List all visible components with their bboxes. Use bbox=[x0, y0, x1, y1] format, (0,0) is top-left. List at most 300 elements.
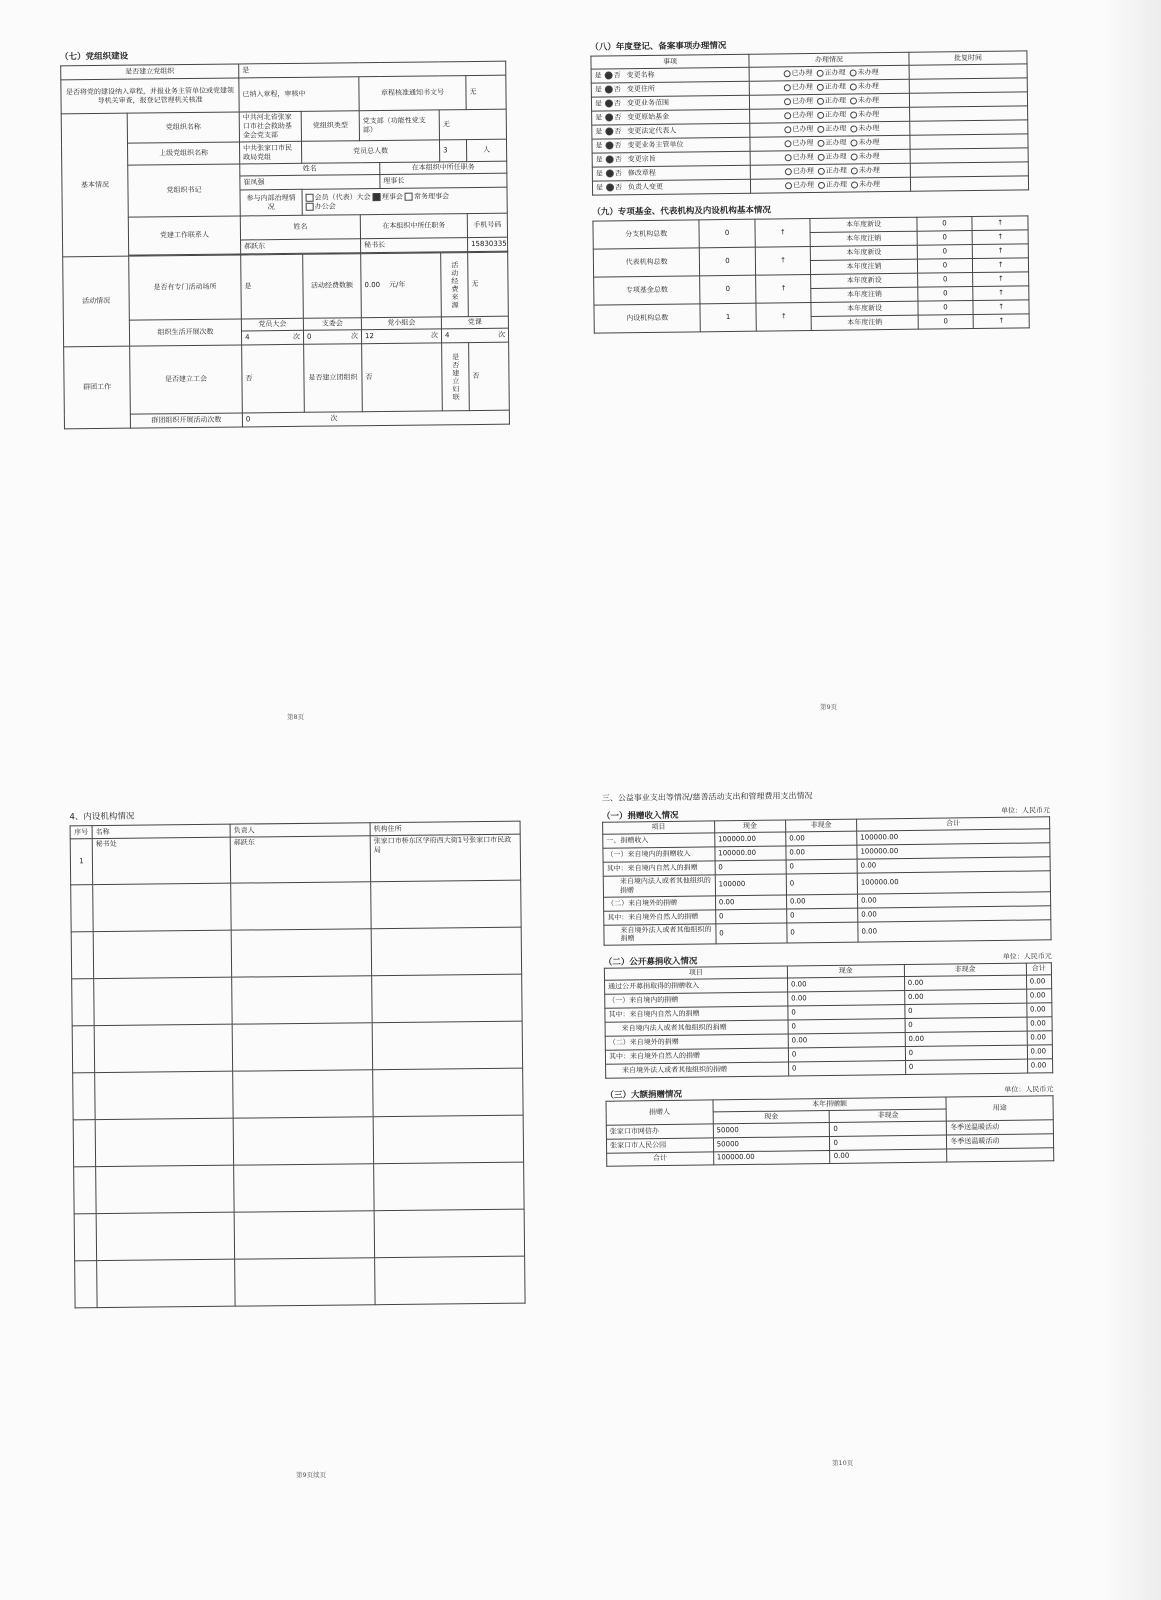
empty-cell bbox=[95, 1071, 233, 1119]
secretary-label: 党组织书记 bbox=[128, 164, 241, 217]
empty-cell bbox=[97, 1259, 235, 1307]
s1-col-cash: 现金 bbox=[714, 820, 785, 833]
page-number-8: 第8页 bbox=[287, 713, 305, 721]
public-donation-label: 来自境外法人或者其他组织的捐赠 bbox=[606, 1062, 789, 1078]
registration-time-cell bbox=[910, 106, 1028, 121]
donation-noncash: 0 bbox=[787, 908, 858, 923]
m4-label: 党课 bbox=[441, 316, 508, 329]
branch-type-label: 代表机构总数 bbox=[593, 248, 700, 277]
registration-time-cell bbox=[910, 162, 1028, 177]
checkbox-icon bbox=[306, 202, 314, 210]
branch-type-label: 内设机构总数 bbox=[594, 304, 701, 333]
radio-icon bbox=[817, 125, 824, 132]
party-type-extra: 无 bbox=[439, 109, 506, 140]
count-value: 0 bbox=[917, 287, 973, 302]
s3-total-non: 0.00 bbox=[830, 1149, 947, 1163]
empty-cell bbox=[74, 1214, 96, 1261]
registration-time-cell bbox=[909, 92, 1027, 107]
union-value: 否 bbox=[242, 344, 305, 413]
no-label: 否 bbox=[613, 99, 622, 108]
s3-col-donor: 捐赠人 bbox=[606, 1100, 713, 1125]
status-option-label: 正办理 bbox=[824, 96, 847, 105]
col-item: 事项 bbox=[591, 54, 749, 69]
section-title-expense: 三、公益事业支出等情况/慈善活动支出和管理费用支出情况 bbox=[601, 791, 813, 803]
empty-cell bbox=[73, 1120, 95, 1167]
empty-cell bbox=[232, 1023, 372, 1071]
registration-time-cell bbox=[910, 120, 1028, 135]
established-value: 是 bbox=[239, 61, 506, 78]
charter-label: 是否将党的建设纳入章程，并报业务主管单位或党建领导机关审查，报登记管理机关核准 bbox=[61, 78, 239, 114]
yes-label: 是 bbox=[595, 155, 603, 164]
no-label: 否 bbox=[613, 71, 621, 80]
radio-icon bbox=[784, 112, 791, 119]
no-label: 否 bbox=[614, 183, 623, 192]
funds-value-cell bbox=[361, 253, 442, 318]
registration-item-label: 变更业务范围 bbox=[626, 98, 670, 108]
empty-row bbox=[75, 1256, 525, 1308]
registration-time-cell bbox=[909, 78, 1027, 93]
donation-row bbox=[604, 919, 1051, 945]
row-no: 1 bbox=[70, 839, 92, 885]
yes-label: 是 bbox=[594, 99, 603, 108]
radio-icon bbox=[851, 181, 858, 188]
donation-noncash: 0.00 bbox=[786, 894, 857, 909]
yes-label: 是 bbox=[594, 85, 602, 94]
large-donation-table bbox=[605, 1095, 1054, 1166]
public-donation-total: 0.00 bbox=[1027, 1017, 1053, 1031]
empty-cell bbox=[375, 1256, 525, 1305]
status-option-label: 正办理 bbox=[825, 110, 847, 119]
status-option-label: 未办理 bbox=[858, 110, 880, 119]
empty-cell bbox=[93, 930, 231, 978]
page-number-9: 第9页 bbox=[820, 703, 838, 711]
yes-label: 是 bbox=[594, 71, 602, 80]
activity-label: 活动情况 bbox=[63, 256, 130, 347]
members-label: 党员总人数 bbox=[301, 140, 439, 163]
cancel-label: 本年度注销 bbox=[811, 287, 917, 302]
donation-total: 0.00 bbox=[857, 857, 1050, 873]
m1-value: 4 bbox=[245, 333, 250, 342]
empty-cell bbox=[94, 1024, 232, 1072]
public-donation-cash: 0.00 bbox=[788, 991, 905, 1006]
mass-act-value: 0 bbox=[245, 415, 251, 424]
donation-table bbox=[602, 816, 1051, 945]
branch-type-value: 0 bbox=[700, 275, 756, 304]
donation-cash: 0.00 bbox=[715, 895, 786, 910]
donation-cash: 0 bbox=[716, 923, 787, 944]
donation-label: （一）来自境内的捐赠收入 bbox=[603, 847, 715, 862]
status-option-label: 已办理 bbox=[792, 139, 814, 148]
youth-label: 是否建立团组织 bbox=[304, 344, 363, 413]
arrow-icon: ↑ bbox=[972, 230, 1028, 245]
col-addr: 机构住所 bbox=[370, 821, 520, 836]
funds-value: 0.00 bbox=[364, 281, 381, 290]
public-donation-noncash: 0.00 bbox=[904, 975, 1026, 990]
arrow-icon: ↑ bbox=[755, 246, 811, 275]
radio-icon bbox=[817, 97, 824, 104]
s2-col-total: 合计 bbox=[1026, 963, 1052, 975]
radio-icon bbox=[817, 83, 824, 90]
status-option-label: 已办理 bbox=[792, 153, 814, 162]
status-option-label: 正办理 bbox=[825, 138, 847, 147]
s3-total-use bbox=[947, 1147, 1054, 1161]
empty-cell bbox=[71, 885, 93, 932]
governance-opt4: 办公会 bbox=[314, 201, 336, 211]
no-label: 否 bbox=[614, 155, 622, 164]
s1-col-noncash: 非现金 bbox=[785, 819, 856, 832]
donor-use: 冬季送温暖活动 bbox=[947, 1119, 1054, 1134]
public-donation-noncash: 0 bbox=[905, 1059, 1027, 1074]
registration-item-label: 变更原始基金 bbox=[627, 112, 670, 122]
donor-name: 张家口市网信办 bbox=[606, 1123, 713, 1138]
branch-type-value: 0 bbox=[699, 219, 755, 248]
radio-icon bbox=[817, 69, 824, 76]
donor-cash: 50000 bbox=[713, 1122, 830, 1137]
s2-col-item: 项目 bbox=[604, 966, 787, 980]
donor-cash: 50000 bbox=[713, 1136, 830, 1151]
registration-item-label: 变更业务主管单位 bbox=[627, 140, 684, 150]
registration-item-cell bbox=[592, 179, 750, 195]
section-title-branches: （九）专项基金、代表机构及内设机构基本情况 bbox=[592, 205, 771, 218]
empty-row bbox=[71, 927, 521, 979]
count-value: 0 bbox=[917, 259, 973, 274]
empty-cell bbox=[231, 882, 371, 930]
col-no: 序号 bbox=[70, 826, 92, 839]
s1-title: （一）捐赠收入情况 bbox=[601, 810, 679, 822]
status-option-label: 正办理 bbox=[825, 166, 847, 175]
page-number-10: 第10页 bbox=[832, 1459, 854, 1467]
public-donation-label: （二）来自境外的捐赠 bbox=[605, 1034, 788, 1050]
m4-unit: 次 bbox=[498, 330, 506, 339]
arrow-icon: ↑ bbox=[973, 300, 1029, 315]
s3-unit: 单位：人民币元 bbox=[1004, 1085, 1054, 1094]
radio-icon bbox=[850, 97, 857, 104]
charter-value: 已纳入章程，审核中 bbox=[239, 77, 359, 112]
donor-name: 张家口市人民公园 bbox=[606, 1137, 713, 1152]
venue-value: 是 bbox=[241, 254, 304, 319]
page-9-continued bbox=[69, 806, 524, 1309]
donation-noncash: 0 bbox=[787, 922, 858, 943]
public-donation-noncash: 0 bbox=[905, 1017, 1027, 1032]
public-donation-noncash: 0.00 bbox=[904, 989, 1026, 1004]
governance-opt2: 理事会 bbox=[381, 192, 403, 201]
m3-value-cell bbox=[361, 329, 441, 344]
radio-icon bbox=[850, 83, 857, 90]
secretary-name: 崔凤强 bbox=[240, 174, 380, 189]
inner-table bbox=[70, 821, 526, 1309]
public-donation-total: 0.00 bbox=[1026, 975, 1052, 989]
party-name-label: 党组织名称 bbox=[127, 112, 239, 143]
status-option-label: 正办理 bbox=[824, 82, 846, 91]
branch-type-label: 分支机构总数 bbox=[593, 220, 700, 249]
radio-icon bbox=[818, 181, 825, 188]
public-donation-label: 来自境内法人或者其他组织的捐赠 bbox=[605, 1020, 788, 1036]
empty-cell bbox=[374, 1162, 524, 1211]
empty-cell bbox=[74, 1167, 96, 1214]
contact-label: 党建工作联系人 bbox=[128, 216, 240, 255]
arrow-icon: ↑ bbox=[973, 272, 1029, 287]
radio-icon bbox=[817, 111, 824, 118]
yes-label: 是 bbox=[595, 127, 603, 136]
radio-icon bbox=[605, 100, 613, 108]
empty-cell bbox=[96, 1165, 234, 1213]
status-option-label: 未办理 bbox=[857, 68, 879, 77]
radio-icon bbox=[784, 126, 791, 133]
empty-cell bbox=[234, 1211, 374, 1259]
registration-time-cell bbox=[909, 64, 1027, 79]
public-donation-cash: 0 bbox=[788, 1047, 905, 1062]
public-donation-cash: 0.00 bbox=[787, 977, 904, 992]
radio-icon bbox=[850, 139, 857, 146]
radio-icon bbox=[606, 170, 614, 178]
arrow-icon: ↑ bbox=[973, 314, 1029, 329]
donation-label: 其中：来自境内自然人的捐赠 bbox=[603, 861, 715, 876]
radio-icon bbox=[605, 72, 613, 80]
registration-time-cell bbox=[910, 176, 1028, 191]
checkbox-icon bbox=[306, 193, 314, 201]
page-number-9-continued: 第9页续页 bbox=[296, 1471, 327, 1479]
public-donation-total: 0.00 bbox=[1026, 1003, 1052, 1017]
public-donation-noncash: 0.00 bbox=[905, 1031, 1027, 1046]
checked-box-icon bbox=[373, 193, 381, 201]
secretary-position-label: 在本组织中所任职务 bbox=[380, 161, 507, 174]
public-donation-cash: 0 bbox=[788, 1019, 905, 1034]
governance-options bbox=[302, 187, 507, 215]
radio-icon bbox=[606, 184, 614, 192]
s3-total-cash: 100000.00 bbox=[713, 1150, 830, 1164]
count-value: 0 bbox=[918, 301, 974, 316]
m1-unit: 次 bbox=[293, 332, 301, 342]
radio-icon bbox=[818, 153, 825, 160]
row-head: 郝跃东 bbox=[230, 836, 370, 883]
new-label: 本年度新设 bbox=[810, 217, 916, 232]
s3-col-cash: 现金 bbox=[713, 1110, 830, 1123]
funds-source-value: 无 bbox=[468, 252, 509, 316]
empty-cell bbox=[234, 1164, 374, 1212]
row-name: 秘书处 bbox=[92, 837, 230, 884]
arrow-icon: ↑ bbox=[756, 302, 812, 331]
m3-label: 党小组会 bbox=[361, 317, 441, 330]
radio-icon bbox=[605, 114, 613, 122]
status-option-label: 未办理 bbox=[858, 124, 880, 133]
established-label: 是否建立党组织 bbox=[61, 64, 239, 80]
new-label: 本年度新设 bbox=[811, 273, 917, 288]
s2-col-cash: 现金 bbox=[787, 965, 904, 978]
arrow-icon: ↑ bbox=[973, 258, 1029, 273]
women-value: 否 bbox=[469, 342, 510, 410]
mass-act-unit: 次 bbox=[330, 414, 338, 423]
charter-doc-value: 无 bbox=[466, 75, 506, 109]
page-8 bbox=[60, 46, 509, 430]
public-donation-total: 0.00 bbox=[1027, 1045, 1053, 1059]
donation-label: 其中：来自境外自然人的捐赠 bbox=[604, 909, 716, 924]
m4-value: 4 bbox=[444, 331, 450, 340]
s1-col-item: 项目 bbox=[603, 821, 715, 834]
m2-value-cell bbox=[303, 330, 361, 345]
radio-icon bbox=[851, 167, 858, 174]
radio-icon bbox=[785, 182, 792, 189]
donor-noncash: 0 bbox=[830, 1121, 947, 1136]
branches-table bbox=[592, 215, 1029, 333]
donor-noncash: 0 bbox=[830, 1135, 947, 1150]
youth-value: 否 bbox=[362, 343, 443, 412]
m3-unit: 次 bbox=[430, 331, 439, 340]
donation-total: 0.00 bbox=[858, 919, 1051, 942]
contact-phone: 15830335 bbox=[468, 237, 508, 251]
radio-icon bbox=[851, 153, 858, 160]
m1-label: 党员大会 bbox=[241, 318, 303, 331]
contact-position-label: 在本组织中所任职务 bbox=[360, 214, 467, 239]
public-donation-cash: 0 bbox=[788, 1061, 905, 1076]
arrow-icon: ↑ bbox=[972, 216, 1028, 231]
funds-source-label: 活动经费来源 bbox=[441, 253, 469, 317]
members-unit: 人 bbox=[466, 139, 506, 161]
empty-cell bbox=[72, 1026, 94, 1073]
no-label: 否 bbox=[614, 127, 622, 136]
empty-cell bbox=[96, 1212, 234, 1260]
donor-use: 冬季送温暖活动 bbox=[947, 1133, 1054, 1148]
arrow-icon: ↑ bbox=[973, 286, 1029, 301]
empty-cell bbox=[71, 932, 93, 979]
status-option-label: 正办理 bbox=[824, 68, 846, 77]
empty-cell bbox=[233, 1070, 373, 1118]
radio-icon bbox=[784, 98, 791, 105]
status-option-label: 已办理 bbox=[791, 69, 813, 78]
s1-col-total: 合计 bbox=[857, 817, 1050, 831]
s3-col-noncash: 非现金 bbox=[830, 1109, 947, 1122]
contact-phone-label: 手机号码 bbox=[467, 213, 507, 237]
funds-label: 活动经费数额 bbox=[303, 254, 362, 319]
registration-table bbox=[590, 50, 1029, 195]
status-option-label: 已办理 bbox=[792, 181, 815, 190]
donation-label: 来自境内法人或者其他组织的捐赠 bbox=[603, 875, 715, 897]
empty-cell bbox=[371, 880, 521, 929]
radio-icon bbox=[850, 69, 857, 76]
m3-value: 12 bbox=[364, 332, 375, 341]
women-label: 是否建立妇联 bbox=[442, 343, 470, 411]
governance-opt1: 会员（代表）大会 bbox=[314, 192, 371, 202]
col-status: 办理情况 bbox=[749, 52, 909, 67]
status-option-label: 未办理 bbox=[857, 82, 879, 91]
public-donation-label: 通过公开募捐取得的捐赠收入 bbox=[605, 978, 788, 994]
yes-label: 是 bbox=[595, 169, 603, 178]
s2-title: （二）公开募捐收入情况 bbox=[603, 956, 698, 968]
upper-label: 上级党组织名称 bbox=[128, 142, 240, 165]
empty-cell bbox=[75, 1261, 97, 1308]
status-option-label: 正办理 bbox=[825, 124, 847, 133]
s1-unit: 单位：人民币元 bbox=[1000, 806, 1051, 815]
count-value: 0 bbox=[917, 231, 973, 246]
m4-value-cell bbox=[441, 328, 508, 343]
donation-noncash: 0.00 bbox=[786, 831, 857, 846]
empty-cell bbox=[374, 1209, 524, 1258]
donation-total: 0.00 bbox=[857, 891, 1050, 907]
donation-cash: 100000.00 bbox=[714, 832, 785, 847]
m2-unit: 次 bbox=[350, 332, 359, 341]
donation-cash: 0 bbox=[715, 860, 786, 875]
registration-item-label: 变更宗旨 bbox=[627, 155, 656, 164]
members-value: 3 bbox=[439, 140, 466, 162]
empty-cell bbox=[94, 977, 232, 1025]
public-donation-cash: 0.00 bbox=[788, 1033, 905, 1048]
section-title-inner: 4、内设机构情况 bbox=[69, 811, 135, 823]
contact-position: 秘书长 bbox=[361, 238, 468, 253]
new-label: 本年度新设 bbox=[811, 245, 917, 260]
donation-label: 一、捐赠收入 bbox=[603, 833, 715, 848]
row-addr: 张家口市桥东区学府西大街1号张家口市民政局 bbox=[370, 834, 520, 882]
empty-cell bbox=[373, 1115, 523, 1164]
cancel-label: 本年度注销 bbox=[812, 315, 918, 330]
donation-total: 0.00 bbox=[858, 905, 1051, 921]
empty-cell bbox=[235, 1258, 375, 1306]
s3-title: （三）大额捐赠情况 bbox=[605, 1089, 683, 1101]
radio-icon bbox=[605, 142, 613, 150]
donation-noncash: 0.00 bbox=[786, 845, 857, 860]
empty-cell bbox=[373, 1068, 523, 1117]
count-value: 0 bbox=[917, 245, 973, 260]
no-label: 否 bbox=[613, 85, 621, 94]
empty-cell bbox=[232, 976, 372, 1024]
public-donation-total: 0.00 bbox=[1027, 1031, 1053, 1045]
status-option-label: 已办理 bbox=[792, 125, 814, 134]
col-name: 名称 bbox=[92, 824, 230, 838]
branch-type-value: 0 bbox=[699, 247, 755, 276]
status-option-label: 正办理 bbox=[825, 180, 848, 189]
registration-item-label: 负责人变更 bbox=[627, 182, 664, 192]
party-name-value: 中共河北省张家口市社会救助基金会党支部 bbox=[239, 111, 301, 142]
m2-label: 支委会 bbox=[303, 318, 361, 331]
radio-icon bbox=[784, 140, 791, 147]
s3-col-use: 用途 bbox=[946, 1096, 1053, 1121]
radio-icon bbox=[818, 167, 825, 174]
contact-name: 郝跃东 bbox=[241, 239, 361, 254]
no-label: 否 bbox=[614, 141, 622, 150]
section-title-registration: （八）年度登记、备案事项办理情况 bbox=[590, 41, 727, 53]
donation-total: 100000.00 bbox=[857, 843, 1050, 859]
arrow-icon: ↑ bbox=[755, 218, 811, 247]
public-donation-total: 0.00 bbox=[1026, 989, 1052, 1003]
status-option-label: 未办理 bbox=[858, 180, 881, 189]
secretary-position: 理事长 bbox=[380, 173, 507, 188]
page-10 bbox=[602, 787, 1055, 1166]
count-value: 0 bbox=[918, 315, 974, 330]
union-label: 是否建立工会 bbox=[130, 345, 243, 414]
empty-cell bbox=[371, 927, 521, 976]
public-donation-noncash: 0 bbox=[905, 1003, 1027, 1018]
mass-label: 群团工作 bbox=[64, 346, 131, 429]
cancel-label: 本年度注销 bbox=[811, 231, 917, 246]
empty-cell bbox=[372, 1021, 522, 1070]
secretary-name-label: 姓名 bbox=[240, 162, 380, 175]
empty-cell bbox=[233, 1117, 373, 1165]
registration-time-cell bbox=[910, 148, 1028, 163]
status-option-label: 已办理 bbox=[791, 83, 813, 92]
mass-act-cell bbox=[242, 410, 509, 427]
meetings-label: 组织生活开展次数 bbox=[129, 319, 241, 346]
donation-cash: 100000.00 bbox=[715, 846, 786, 861]
radio-icon bbox=[785, 154, 792, 161]
donation-noncash: 0 bbox=[786, 873, 857, 894]
empty-cell bbox=[72, 979, 94, 1026]
donation-total: 100000.00 bbox=[857, 829, 1050, 845]
no-label: 否 bbox=[614, 113, 622, 122]
charter-doc-label: 章程核准通知书文号 bbox=[359, 76, 466, 111]
empty-row bbox=[71, 880, 521, 932]
public-donation-noncash: 0 bbox=[905, 1045, 1027, 1060]
status-option-label: 已办理 bbox=[792, 111, 814, 120]
s3-total-label: 合计 bbox=[607, 1151, 714, 1165]
governance-opt3: 常务理事会 bbox=[414, 192, 450, 201]
